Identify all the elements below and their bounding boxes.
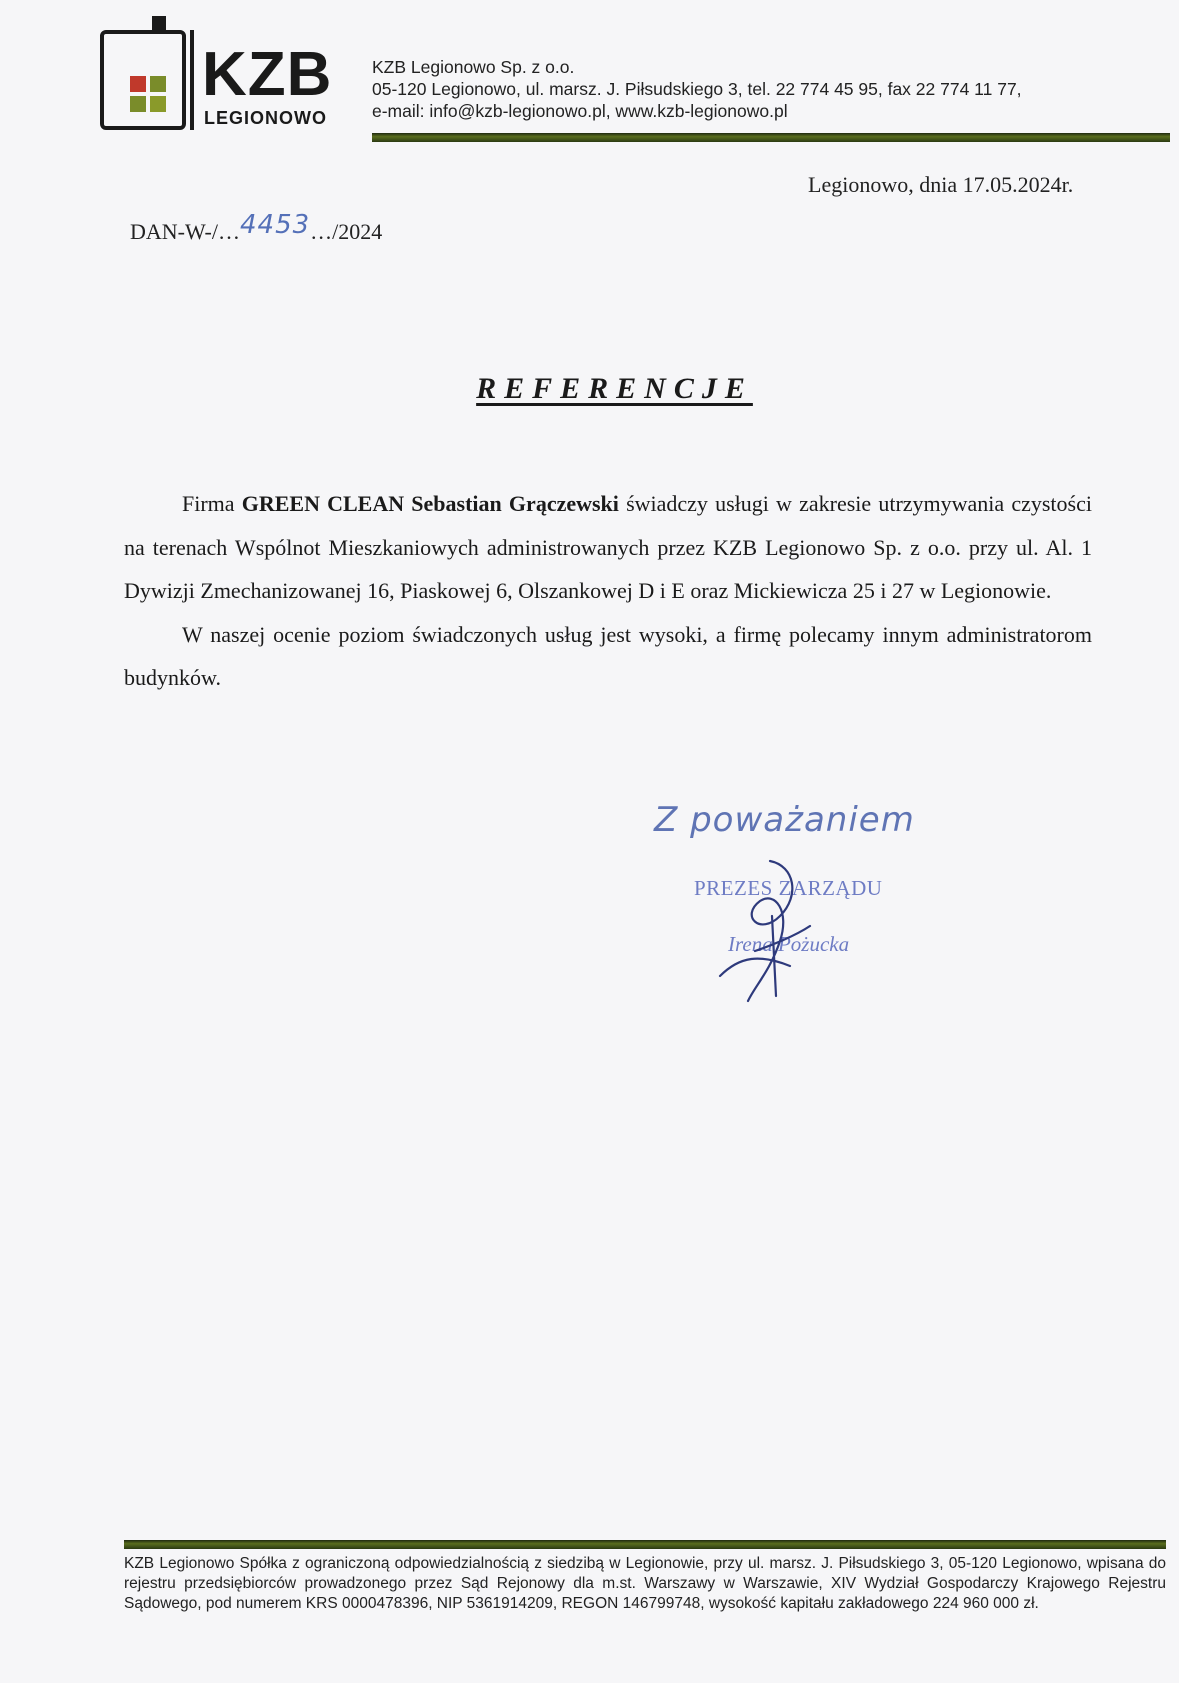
company-name: KZB Legionowo Sp. z o.o. [372,57,575,77]
paragraph-1-rest: świadczy usługi w zakresie utrzymywania czystości na terenach Wspólnot Mieszkaniowych administrowanych przez KZB Legionowo Sp. z o.o. przy ul. Al. 1 Dywizji Zmechanizowanej 16, Piaskowej 6, Olszankowej D i E oraz Mickiewicza 25 i 27 w Legionowie. [124,491,1092,603]
reference-suffix: …/2024 [310,219,383,244]
letter-body [124,482,1092,700]
signature-block [640,800,960,1000]
footer-divider [124,1540,1166,1549]
document-title: REFERENCJE [476,372,753,405]
stamp-name: Irena Pożucka [728,932,850,956]
footer-legal-text: KZB Legionowo Spółka z ograniczoną odpowiedzialnością z siedzibą w Legionowie, przy ul. marsz. J. Piłsudskiego 3, 05-120 Legionowo, wpisana do rejestru przedsiębiorców prowadzonego przez Sąd Rejonowy dla m.st. Warszawy w Warszawie, XIV Wydział Gospodarczy Krajowego Rejestru Sądowego, pod numerem KRS 0000478396, NIP 5361914209, REGON 146799748, wysokość kapitału zakładowego 224 960 000 zł. [124,1555,1166,1612]
company-address: 05-120 Legionowo, ul. marsz. J. Piłsudskiego 3, tel. 22 774 45 95, fax 22 774 11 77, [372,79,1022,99]
company-email-web: e-mail: info@kzb-legionowo.pl, www.kzb-legionowo.pl [372,101,788,121]
stamp-title: PREZES ZARZĄDU [694,876,883,900]
paragraph-2-text: W naszej ocenie poziom świadczonych usług jest wysoki, a firmę polecamy innym administratorom budynków. [124,621,1092,690]
reference-prefix: DAN-W-/… [130,219,240,244]
company-name-bold: GREEN CLEAN Sebastian Grączewski [241,491,619,516]
reference-handwritten-number: 4453 [239,210,311,240]
company-logo [100,16,333,131]
reference-number [130,210,383,246]
handwritten-signature [700,856,820,1006]
logo-name: KZB [202,40,333,109]
logo-window-icon [130,76,166,112]
header-divider [372,133,1170,142]
paragraph-2 [124,613,1092,700]
letterhead-contact [372,56,1022,122]
logo-frame [100,30,186,130]
paragraph-1 [124,482,1092,613]
paragraph-1-start: Firma [182,491,242,516]
logo-city: LEGIONOWO [204,108,327,128]
letter-date: Legionowo, dnia 17.05.2024r. [808,172,1074,197]
logo-divider [190,30,194,130]
handwritten-greeting: Z poważaniem [654,800,915,840]
